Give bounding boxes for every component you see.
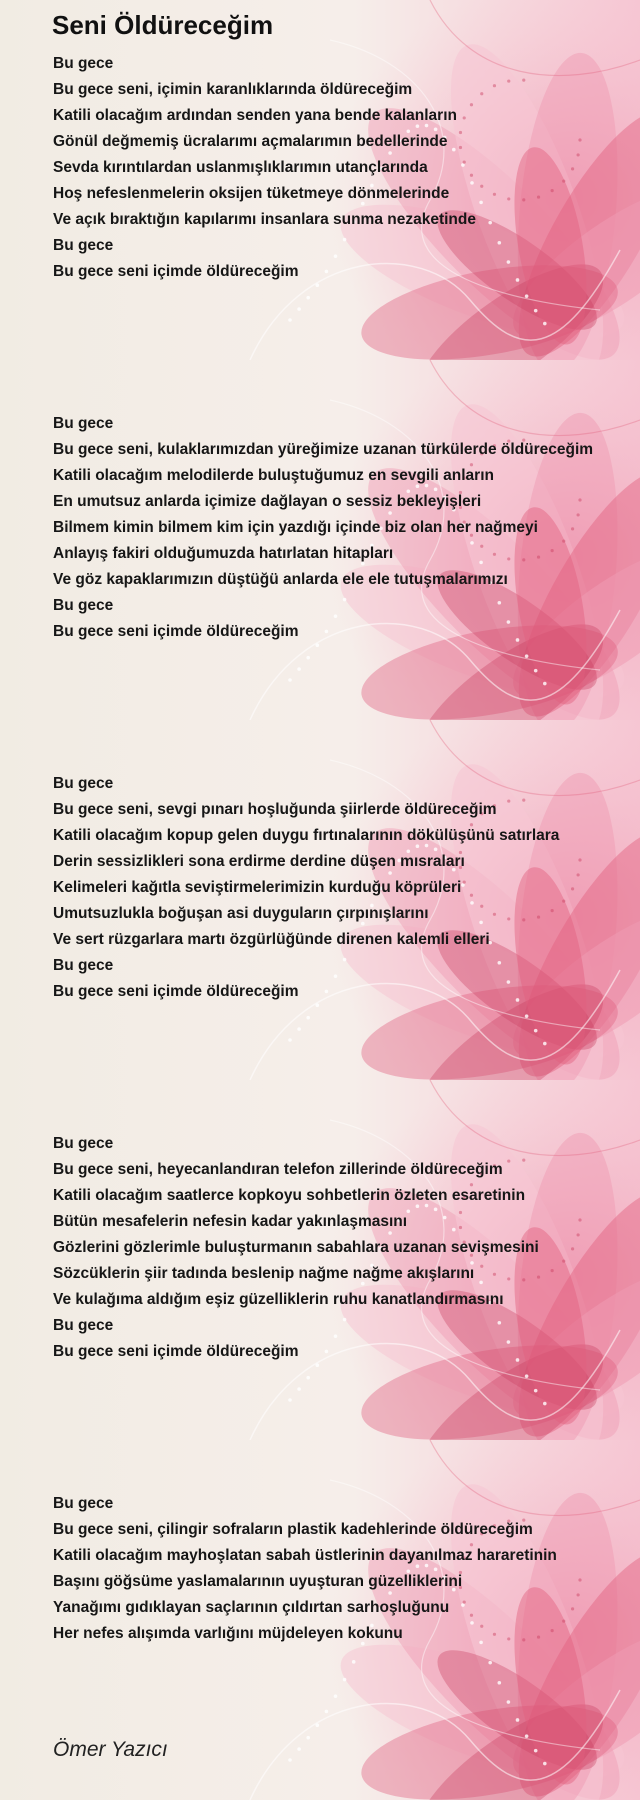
poem-line: Bu gece: [53, 415, 114, 432]
poem-line: Bu gece seni içimde öldüreceğim: [53, 983, 299, 1000]
poem-line: Umutsuzlukla boğuşan asi duyguların çırpınışlarını: [53, 905, 429, 922]
poem-line: Bu gece: [53, 957, 114, 974]
poem-line: Bu gece seni, içimin karanlıklarında öldüreceğim: [53, 81, 413, 98]
poem-line: Sevda kırıntılardan uslanmışlıklarımın utançlarında: [53, 159, 428, 176]
poem-line: Bu gece: [53, 775, 114, 792]
stanza-1: [53, 51, 476, 285]
poem-line: Katili olacağım ardından senden yana bende kalanların: [53, 107, 457, 124]
poem-line: Sözcüklerin şiir tadında beslenip nağme nağme akışlarını: [53, 1265, 475, 1282]
poem-line: Bu gece: [53, 1135, 114, 1152]
poem-line: Başını göğsüme yaslamalarının uyuşturan güzelliklerini: [53, 1573, 463, 1590]
poem-line: Bu gece seni, kulaklarımızdan yüreğimize uzanan türkülerde öldüreceğim: [53, 441, 594, 458]
poem-line: Bu gece seni, heyecanlandıran telefon zillerinde öldüreceğim: [53, 1161, 503, 1178]
stanza-4: [53, 1131, 539, 1365]
stanza-3: [53, 771, 559, 1005]
poem-line: Katili olacağım mayhoşlatan sabah üstlerinin dayanılmaz hararetinin: [53, 1547, 557, 1564]
poem-line: Bilmem kimin bilmem kim için yazdığı içinde biz olan her nağmeyi: [53, 519, 538, 536]
poem-line: Katili olacağım kopup gelen duygu fırtınalarının dökülüşünü satırlara: [53, 827, 560, 844]
stanza-5: [53, 1491, 557, 1647]
poem-line: Ve göz kapaklarımızın düştüğü anlarda ele ele tutuşmalarımızı: [53, 571, 508, 588]
poem-line: Kelimeleri kağıtla seviştirmelerimizin kurduğu köprüleri: [53, 879, 462, 896]
poem-line: Ve açık bıraktığın kapılarımı insanlara sunma nezaketinde: [53, 211, 476, 228]
stanza-2: [53, 411, 593, 645]
poem-line: Hoş nefeslenmelerin oksijen tüketmeye dönmelerinde: [53, 185, 450, 202]
poem-line: Anlayış fakiri olduğumuzda hatırlatan hitapları: [53, 545, 394, 562]
poem-line: Gönül değmemiş ücralarımı açmalarımın bedellerinde: [53, 133, 448, 150]
poem-line: Gözlerini gözlerimle buluşturmanın sabahlara uzanan sevişmesini: [53, 1239, 539, 1256]
poem-line: Bu gece seni içimde öldüreceğim: [53, 1343, 299, 1360]
poem-line: Her nefes alışımda varlığını müjdeleyen kokunu: [53, 1625, 403, 1642]
poem-line: Bu gece seni, çilingir sofraların plastik kadehlerinde öldüreceğim: [53, 1521, 533, 1538]
poem-line: En umutsuz anlarda içimize dağlayan o sessiz bekleyişleri: [53, 493, 482, 510]
poem-line: Bu gece seni, sevgi pınarı hoşluğunda şiirlerde öldüreceğim: [53, 801, 497, 818]
poem-title: Seni Öldüreceğim: [52, 10, 274, 40]
poem-line: Bu gece seni içimde öldüreceğim: [53, 623, 299, 640]
poem-line: Bu gece: [53, 1317, 114, 1334]
poem-line: Katili olacağım saatlerce kopkoyu sohbetlerin özleten esaretinin: [53, 1187, 526, 1204]
poem-author: Ömer Yazıcı: [53, 1738, 168, 1761]
poem-line: Bu gece: [53, 1495, 114, 1512]
poem-line: Bütün mesafelerin nefesin kadar yakınlaşmasını: [53, 1213, 408, 1230]
poem-line: Ve sert rüzgarlara martı özgürlüğünde direnen kalemli elleri: [53, 931, 490, 948]
poem-line: Katili olacağım melodilerde buluştuğumuz en sevgili anların: [53, 467, 494, 484]
poem-line: Bu gece: [53, 237, 114, 254]
poem-line: Bu gece: [53, 597, 114, 614]
poem-line: Derin sessizlikleri sona erdirme derdine düşen mısraları: [53, 853, 465, 870]
poem-line: Bu gece seni içimde öldüreceğim: [53, 263, 299, 280]
poem-line: Yanağımı gıdıklayan saçlarının çıldırtan sarhoşluğunu: [53, 1599, 450, 1616]
poem-line: Bu gece: [53, 55, 114, 72]
poem-line: Ve kulağıma aldığım eşiz güzelliklerin ruhu kanatlandırmasını: [53, 1291, 504, 1308]
